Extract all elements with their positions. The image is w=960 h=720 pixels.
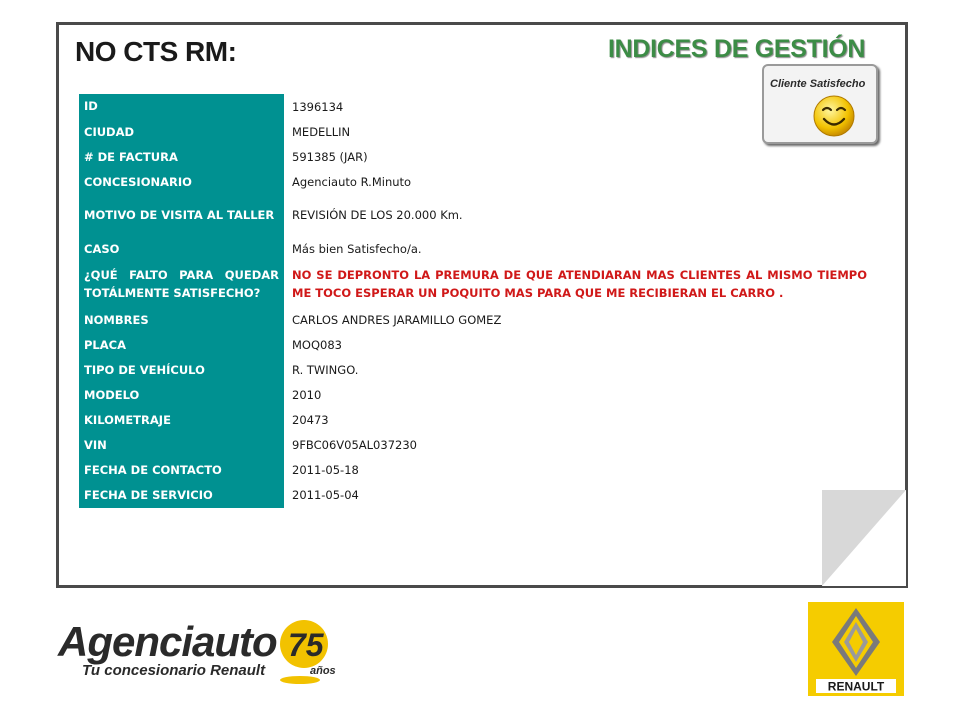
row-key: MODELO	[79, 382, 284, 407]
row-key: PLACA	[79, 332, 284, 357]
row-key: CASO	[79, 236, 284, 261]
table-row	[79, 432, 875, 457]
badge-label: Cliente Satisfecho	[770, 78, 866, 90]
logo-brand-text: Agenciauto	[58, 618, 277, 665]
table-row	[79, 169, 875, 194]
row-value: R. TWINGO.	[292, 362, 359, 377]
row-value: MEDELLIN	[292, 124, 351, 139]
row-value: 2011-05-18	[292, 462, 359, 477]
anniversary-number: 75	[288, 627, 324, 663]
table-row	[79, 144, 875, 169]
page-title: NO CTS RM:	[75, 36, 237, 67]
row-value: 591385 (JAR)	[292, 149, 368, 164]
renault-logo	[808, 602, 904, 696]
table-row	[79, 382, 875, 407]
row-key: ID	[79, 94, 284, 119]
table-row	[79, 357, 875, 382]
table-row	[79, 194, 875, 236]
row-key: CIUDAD	[79, 119, 284, 144]
row-value: NO SE DEPRONTO LA PREMURA DE QUE ATENDIARAN MAS CLIENTES AL MISMO TIEMPO ME TOCO ESPERAR UN POQUITO MAS PARA QUE ME RECIBIERAN EL CARRO .	[292, 268, 867, 300]
row-value: Agenciauto R.Minuto	[292, 174, 412, 189]
row-key: FECHA DE CONTACTO	[79, 457, 284, 482]
row-value: CARLOS ANDRES JARAMILLO GOMEZ	[292, 312, 502, 327]
row-value: Más bien Satisfecho/a.	[292, 241, 422, 256]
row-key: FECHA DE SERVICIO	[79, 482, 284, 507]
agenciauto-logo	[56, 612, 346, 692]
row-value: 1396134	[292, 99, 344, 114]
row-key: KILOMETRAJE	[79, 407, 284, 432]
row-key: NOMBRES	[79, 307, 284, 332]
row-value: MOQ083	[292, 337, 342, 352]
renault-label: RENAULT	[827, 679, 885, 694]
table-row	[79, 407, 875, 432]
table-row	[79, 94, 875, 119]
row-key: # DE FACTURA	[79, 144, 284, 169]
row-value: 9FBC06V05AL037230	[292, 437, 417, 452]
row-value: 20473	[292, 412, 329, 427]
row-value: 2010	[292, 387, 322, 402]
table-row	[79, 307, 875, 332]
row-value: REVISIÓN DE LOS 20.000 Km.	[292, 208, 463, 222]
renault-diamond-icon	[832, 608, 880, 676]
row-key: TIPO DE VEHÍCULO	[79, 357, 284, 382]
table-row	[79, 119, 875, 144]
survey-table	[79, 94, 875, 508]
row-value: 2011-05-04	[292, 487, 359, 502]
table-row	[79, 236, 875, 261]
table-row	[79, 261, 875, 307]
row-key: VIN	[79, 432, 284, 457]
table-row	[79, 457, 875, 482]
anniversary-word: años	[310, 665, 336, 677]
indices-heading: INDICES DE GESTIÓN	[608, 35, 866, 63]
row-key: ¿QUÉ FALTO PARA QUEDAR TOTÁLMENTE SATISFECHO?	[79, 261, 284, 307]
row-key: CONCESIONARIO	[79, 169, 284, 194]
logo-tagline: Tu concesionario Renault	[82, 662, 266, 679]
table-row	[79, 482, 875, 507]
row-key: MOTIVO DE VISITA AL TALLER	[79, 194, 284, 236]
table-row	[79, 332, 875, 357]
